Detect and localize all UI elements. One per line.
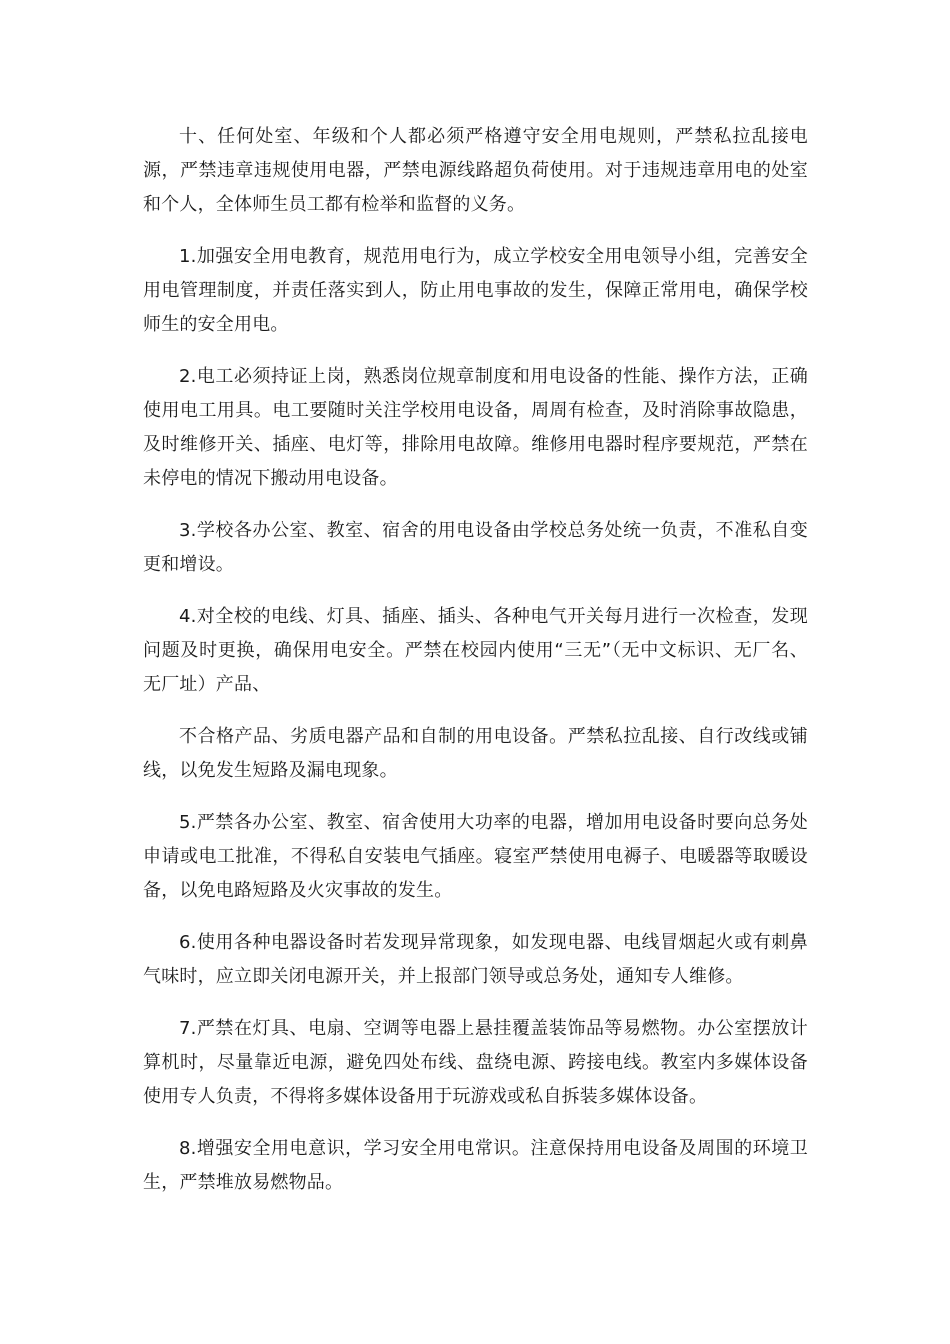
paragraph-item-7: 7.严禁在灯具、电扇、空调等电器上悬挂覆盖装饰品等易燃物。办公室摆放计算机时，尽量靠近电源，避免四处布线、盘绕电源、跨接电线。教室内多媒体设备使用专人负责，不得将多媒体设备用于玩游戏或私自拆装多媒体设备。 <box>143 1018 808 1107</box>
paragraph-item-3: 3.学校各办公室、教室、宿舍的用电设备由学校总务处统一负责，不准私自变更和增设。 <box>143 520 808 575</box>
document-body <box>143 120 808 1218</box>
paragraph-item-6: 6.使用各种电器设备时若发现异常现象，如发现电器、电线冒烟起火或有刺鼻气味时，应立即关闭电源开关，并上报部门领导或总务处，通知专人维修。 <box>143 932 808 987</box>
paragraph-item-1: 1.加强安全用电教育，规范用电行为，成立学校安全用电领导小组，完善安全用电管理制度，并责任落实到人，防止用电事故的发生，保障正常用电，确保学校师生的安全用电。 <box>143 246 808 335</box>
paragraph-item-8: 8.增强安全用电意识，学习安全用电常识。注意保持用电设备及周围的环境卫生，严禁堆放易燃物品。 <box>143 1138 808 1193</box>
paragraph-item-4: 4.对全校的电线、灯具、插座、插头、各种电气开关每月进行一次检查，发现问题及时更换，确保用电安全。严禁在校园内使用“三无”（无中文标识、无厂名、无厂址）产品、 <box>143 606 808 695</box>
paragraph-rule-ten: 十、任何处室、年级和个人都必须严格遵守安全用电规则，严禁私拉乱接电源，严禁违章违规使用电器，严禁电源线路超负荷使用。对于违规违章用电的处室和个人，全体师生员工都有检举和监督的义务。 <box>143 126 808 215</box>
paragraph-item-5: 5.严禁各办公室、教室、宿舍使用大功率的电器，增加用电设备时要向总务处申请或电工批准，不得私自安装电气插座。寝室严禁使用电褥子、电暖器等取暖设备，以免电路短路及火灾事故的发生。 <box>143 812 808 901</box>
paragraph-item-2: 2.电工必须持证上岗，熟悉岗位规章制度和用电设备的性能、操作方法，正确使用电工用具。电工要随时关注学校用电设备，周周有检查，及时消除事故隐患，及时维修开关、插座、电灯等，排除用电故障。维修用电器时程序要规范，严禁在未停电的情况下搬动用电设备。 <box>143 366 808 489</box>
paragraph-item-4-continued: 不合格产品、劣质电器产品和自制的用电设备。严禁私拉乱接、自行改线或铺线，以免发生短路及漏电现象。 <box>143 726 808 781</box>
